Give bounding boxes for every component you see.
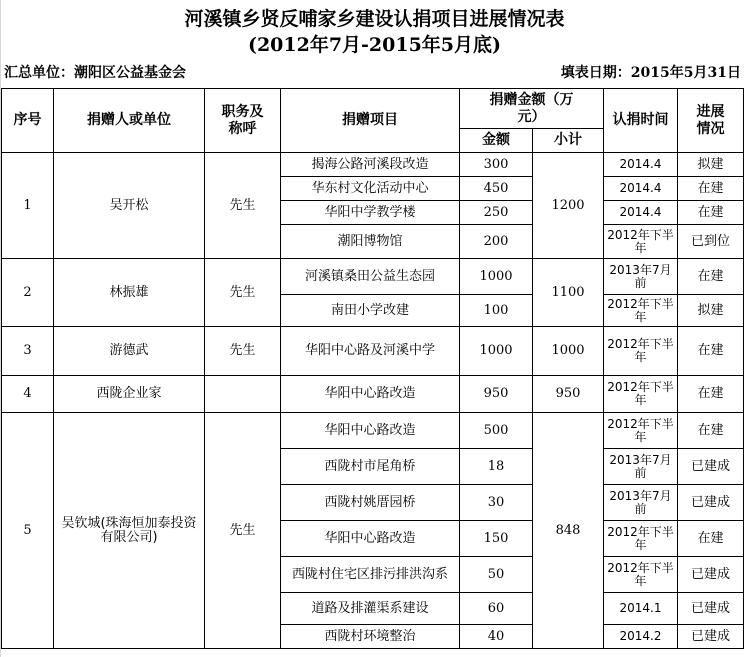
cell-progress: 已建成 [678,557,744,593]
cell-time: 2012年下半年 [604,557,678,593]
cell-time: 2014.2 [604,625,678,649]
cell-progress: 已建成 [678,593,744,625]
donation-table [1,88,744,649]
table-row [2,413,744,449]
header-position: 职务及称呼 [205,89,281,153]
cell-position: 先生 [205,259,281,327]
header-donor: 捐赠人或单位 [54,89,205,153]
cell-subtotal: 1000 [533,327,604,376]
cell-position: 先生 [205,153,281,259]
cell-project: 华阳中学教学楼 [281,201,460,225]
cell-project: 潮阳博物馆 [281,225,460,259]
cell-time: 2014.4 [604,177,678,201]
cell-progress: 在建 [678,177,744,201]
cell-time: 2014.4 [604,201,678,225]
cell-amount: 30 [460,485,533,521]
cell-donor: 吴钦城(珠海恒加泰投资有限公司) [54,413,205,649]
cell-time: 2012年下半年 [604,521,678,557]
cell-amount: 60 [460,593,533,625]
table-row [2,153,744,177]
cell-subtotal: 950 [533,376,604,413]
cell-project: 西陇村姚厝园桥 [281,485,460,521]
cell-amount: 1000 [460,327,533,376]
cell-project: 道路及排灌渠系建设 [281,593,460,625]
cell-progress: 已建成 [678,449,744,485]
cell-position [205,376,281,413]
cell-progress: 在建 [678,413,744,449]
cell-amount: 18 [460,449,533,485]
header-progress: 进展情况 [678,89,744,153]
header-seq: 序号 [2,89,54,153]
cell-amount: 100 [460,295,533,327]
cell-project: 南田小学改建 [281,295,460,327]
cell-progress: 在建 [678,201,744,225]
page-title: 河溪镇乡贤反哺家乡建设认捐项目进展情况表 [184,8,565,30]
cell-time: 2013年7月前 [604,449,678,485]
cell-time: 2012年下半年 [604,413,678,449]
cell-amount: 300 [460,153,533,177]
cell-progress: 在建 [678,259,744,295]
cell-time: 2013年7月前 [604,485,678,521]
cell-amount: 500 [460,413,533,449]
header-amount-sub: 金额 [460,129,533,153]
cell-position: 先生 [205,413,281,649]
cell-project: 西陇村市尾角桥 [281,449,460,485]
header-project: 捐赠项目 [281,89,460,153]
cell-amount: 250 [460,201,533,225]
cell-subtotal: 1100 [533,259,604,327]
cell-donor: 吴开松 [54,153,205,259]
cell-project: 华阳中心路改造 [281,376,460,413]
cell-time: 2012年下半年 [604,295,678,327]
cell-progress: 已建成 [678,485,744,521]
cell-subtotal: 848 [533,413,604,649]
cell-amount: 50 [460,557,533,593]
cell-project: 西陇村住宅区排污排洪沟系 [281,557,460,593]
cell-time: 2012年下半年 [604,376,678,413]
cell-progress: 在建 [678,376,744,413]
cell-seq: 2 [2,259,54,327]
table-row [2,259,744,295]
header-subtotal: 小计 [533,129,604,153]
cell-time: 2014.4 [604,153,678,177]
cell-seq: 4 [2,376,54,413]
cell-donor: 西陇企业家 [54,376,205,413]
page-subtitle: (2012年7月-2015年5月底) [247,34,502,56]
table-row [2,376,744,413]
table-row [2,327,744,376]
cell-project: 揭海公路河溪段改造 [281,153,460,177]
cell-amount: 200 [460,225,533,259]
summary-unit: 汇总单位：潮阳区公益基金会 [4,65,186,81]
cell-time: 2013年7月前 [604,259,678,295]
cell-donor: 林振雄 [54,259,205,327]
header-amount: 捐赠金额（万元） [460,89,604,129]
cell-progress: 已建成 [678,625,744,649]
cell-project: 西陇村环境整治 [281,625,460,649]
cell-amount: 950 [460,376,533,413]
cell-amount: 450 [460,177,533,201]
cell-position: 先生 [205,327,281,376]
cell-project: 华东村文化活动中心 [281,177,460,201]
cell-project: 华阳中心路及河溪中学 [281,327,460,376]
cell-donor: 游德武 [54,327,205,376]
cell-time: 2014.1 [604,593,678,625]
cell-amount: 40 [460,625,533,649]
cell-progress: 拟建 [678,295,744,327]
cell-project: 华阳中心路改造 [281,521,460,557]
fill-date: 填表日期：2015年5月31日 [560,65,741,81]
cell-time: 2012年下半年 [604,327,678,376]
header-time: 认捐时间 [604,89,678,153]
cell-project: 河溪镇桑田公益生态园 [281,259,460,295]
cell-amount: 150 [460,521,533,557]
cell-project: 华阳中心路改造 [281,413,460,449]
cell-seq: 5 [2,413,54,649]
cell-seq: 1 [2,153,54,259]
cell-amount: 1000 [460,259,533,295]
cell-progress: 拟建 [678,153,744,177]
cell-progress: 在建 [678,521,744,557]
table-body [2,153,744,649]
cell-time: 2012年下半年 [604,225,678,259]
cell-progress: 在建 [678,327,744,376]
cell-subtotal: 1200 [533,153,604,259]
cell-progress: 已到位 [678,225,744,259]
cell-seq: 3 [2,327,54,376]
